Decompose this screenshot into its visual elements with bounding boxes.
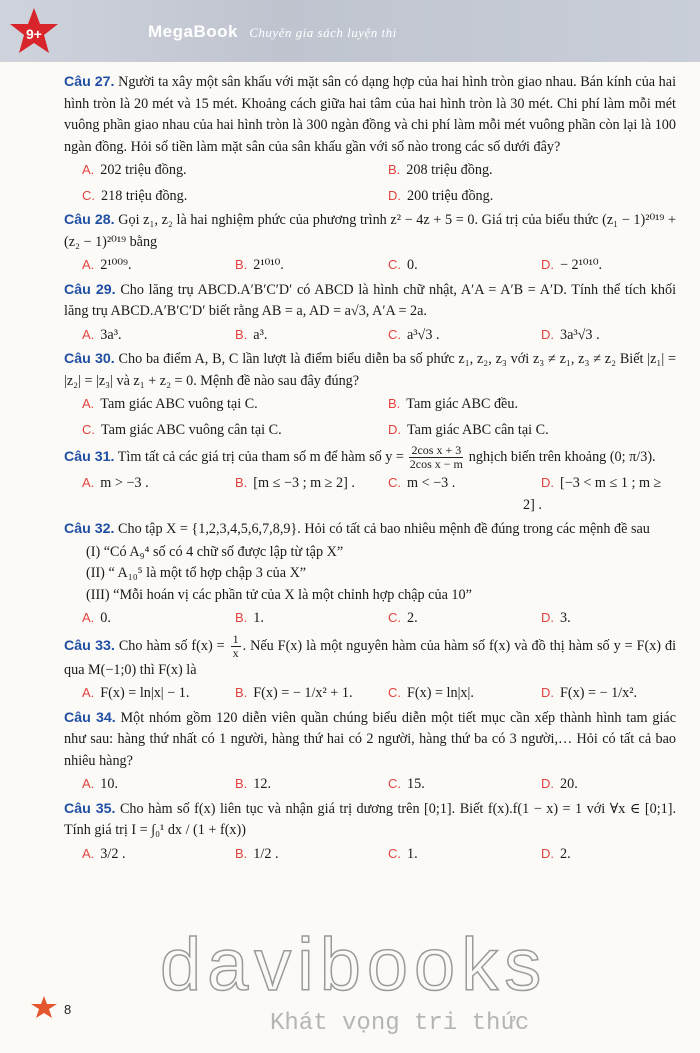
- option-d: D. 2.: [541, 845, 571, 862]
- option-d: D. F(x) = − 1/x².: [541, 685, 638, 701]
- question-27: Câu 27. Người ta xây một sân khấu với mặt sân có dạng hợp của hai hình tròn giao nhau. Bán kính của hai hình tròn là 20 mét và 15 mét. Khoảng cách giữa hai tâm của hai hình tròn là 30 mét. Chi phí làm mỗi mét vuông phần giao nhau của hai hình tròn là 300 ngàn đồng và chi phí làm mỗi mét vuông phần còn lại là 100 ngàn đồng. Hỏi số tiền làm mặt sân của sân khấu gần với số nào trong các số dưới đây?: [64, 74, 677, 155]
- options-27: [64, 159, 676, 182]
- page-header: [0, 0, 700, 62]
- option-a: A. F(x) = ln|x| − 1.: [82, 685, 190, 701]
- question-28: Câu 28. Gọi z₁, z₂ là hai nghiệm phức của phương trình z² − 4z + 5 = 0. Giá trị của biểu thức (z₁ − 1)²⁰¹⁹ + (z₂ − 1)²⁰¹⁹ bằng: [64, 212, 677, 250]
- option-a: A. 0.: [82, 610, 111, 626]
- option-d: D. [−3 < m ≤ 1 ; m ≥ 2] .: [523, 475, 662, 513]
- option-d: D. 3.: [541, 610, 571, 626]
- option-b: B. a³.: [235, 326, 268, 343]
- brand: [148, 22, 397, 42]
- option-a: A. 3a³.: [82, 326, 122, 343]
- option-c: C. Tam giác ABC vuông cân tại C.: [82, 421, 282, 438]
- options-30b: [64, 419, 676, 442]
- option-c: C. m < −3 .: [388, 475, 456, 491]
- option-b: B. 2¹⁰¹⁰.: [235, 257, 284, 273]
- option-d: D. − 2¹⁰¹⁰.: [541, 257, 603, 273]
- option-b: B. F(x) = − 1/x² + 1.: [235, 685, 353, 701]
- question-30: Câu 30. Cho ba điểm A, B, C lần lượt là điểm biểu diễn ba số phức z₁, z₂, z₃ với z₃ ≠ z₁, z₃ ≠ z₂ Biết |z₁| = |z₂| = |z₃| và z₁ + z₂ = 0. Mệnh đề nào sau đây đúng?: [64, 351, 676, 389]
- option-a: A. 3/2 .: [82, 845, 126, 862]
- statement-3: (III) “Mỗi hoán vị các phần tử của X là một chỉnh hợp chập của 10”: [86, 586, 472, 603]
- option-c: C. 218 triệu đồng.: [82, 187, 188, 204]
- star-badge-icon: [8, 6, 60, 58]
- options-32: [64, 607, 676, 630]
- statement-2: (II) “ A₁₀⁵ là một tổ hợp chập 3 của X”: [86, 565, 307, 581]
- option-d: D. 3a³√3 .: [541, 326, 600, 343]
- option-b: B. 12.: [235, 776, 272, 792]
- option-d: D. 200 triệu đồng.: [388, 187, 494, 204]
- fraction: $\frac{1}{x}$: [232, 631, 239, 660]
- options-34: [64, 773, 676, 796]
- options-33: [64, 682, 676, 705]
- options-35: [64, 843, 676, 866]
- options-28: [64, 254, 676, 277]
- option-b: B. [m ≤ −3 ; m ≥ 2] .: [235, 475, 355, 491]
- option-c: C. a³√3 .: [388, 326, 440, 343]
- option-c: C. 0.: [388, 257, 418, 273]
- option-c: C. 2.: [388, 610, 418, 626]
- badge-label: 9+: [26, 26, 42, 42]
- brand-name: MegaBook: [148, 22, 238, 41]
- options-30: [64, 393, 676, 416]
- options-31: [64, 472, 676, 516]
- fraction: $\frac{\text{2cos x + 3}}{\text{2cos x − m}}$: [409, 443, 463, 471]
- option-b: B. 1/2 .: [235, 845, 279, 862]
- star-icon: [30, 995, 58, 1019]
- question-33: Câu 33. Cho hàm số f(x) = $\frac{1}{x}$ . Nếu F(x) là một nguyên hàm của hàm số f(x) và đồ thị hàm số y = F(x) đi qua M(−1;0) thì F(x) là: [64, 631, 677, 678]
- option-a: A. Tam giác ABC vuông tại C.: [82, 396, 258, 412]
- question-35: Câu 35. Cho hàm số f(x) liên tục và nhận giá trị dương trên [0;1]. Biết f(x).f(1 − x) = 1 với ∀x ∈ [0;1]. Tính giá trị I = ∫₀¹ dx / (1 + f(x)): [64, 800, 677, 838]
- page-number: 8: [64, 1002, 72, 1017]
- question-34: Câu 34. Một nhóm gồm 120 diễn viên quần chúng biểu diễn một tiết mục cần xếp thành hình tam giác như sau: hàng thứ nhất có 1 người, hàng thứ hai có 2 người, hàng thứ ba có 3 người,… Hỏi có tất cả bao nhiêu hàng?: [64, 709, 676, 769]
- option-a: A. m > −3 .: [82, 475, 149, 491]
- question-29: Câu 29. Cho lăng trụ ABCD.A′B′C′D′ có ABCD là hình chữ nhật, A′A = A′B = A′D. Tính thể tích khối lăng trụ ABCD.A′B′C′D′ biết rằng AB = a, AD = a√3, A′A = 2a.: [64, 281, 677, 319]
- option-b: B. Tam giác ABC đều.: [388, 396, 518, 412]
- options-27b: [64, 185, 676, 208]
- option-c: C. 15.: [388, 776, 425, 792]
- option-a: A. 10.: [82, 776, 119, 792]
- question-31: Câu 31. Tìm tất cả các giá trị của tham số m để hàm số y = $\frac{\text{2cos x + 3}}{\text{2cos x − m}}$ nghịch biến trên khoảng (0; π/3).: [64, 443, 656, 471]
- option-d: D. Tam giác ABC cân tại C.: [388, 421, 549, 438]
- brand-tagline: Chuyên gia sách luyện thi: [249, 25, 397, 40]
- option-b: B. 1.: [235, 610, 264, 626]
- question-32: Câu 32. Cho tập X = {1,2,3,4,5,6,7,8,9}. Hỏi có tất cả bao nhiêu mệnh đề đúng trong các mệnh đề sau: [64, 521, 650, 537]
- option-d: D. 20.: [541, 776, 578, 792]
- option-c: C. F(x) = ln|x|.: [388, 685, 474, 701]
- question-list: [64, 72, 676, 868]
- option-a: A. 202 triệu đồng.: [82, 162, 187, 178]
- watermark-slogan: Khát vọng tri thức: [270, 1010, 530, 1037]
- watermark-logo: davibooks: [160, 923, 548, 1006]
- option-a: A. 2¹⁰⁰⁹.: [82, 257, 132, 273]
- option-c: C. 1.: [388, 845, 418, 862]
- options-29: [64, 324, 676, 347]
- option-b: B. 208 triệu đồng.: [388, 162, 493, 178]
- statement-1: (I) “Có A₉⁴ số có 4 chữ số được lập từ tập X”: [86, 543, 344, 560]
